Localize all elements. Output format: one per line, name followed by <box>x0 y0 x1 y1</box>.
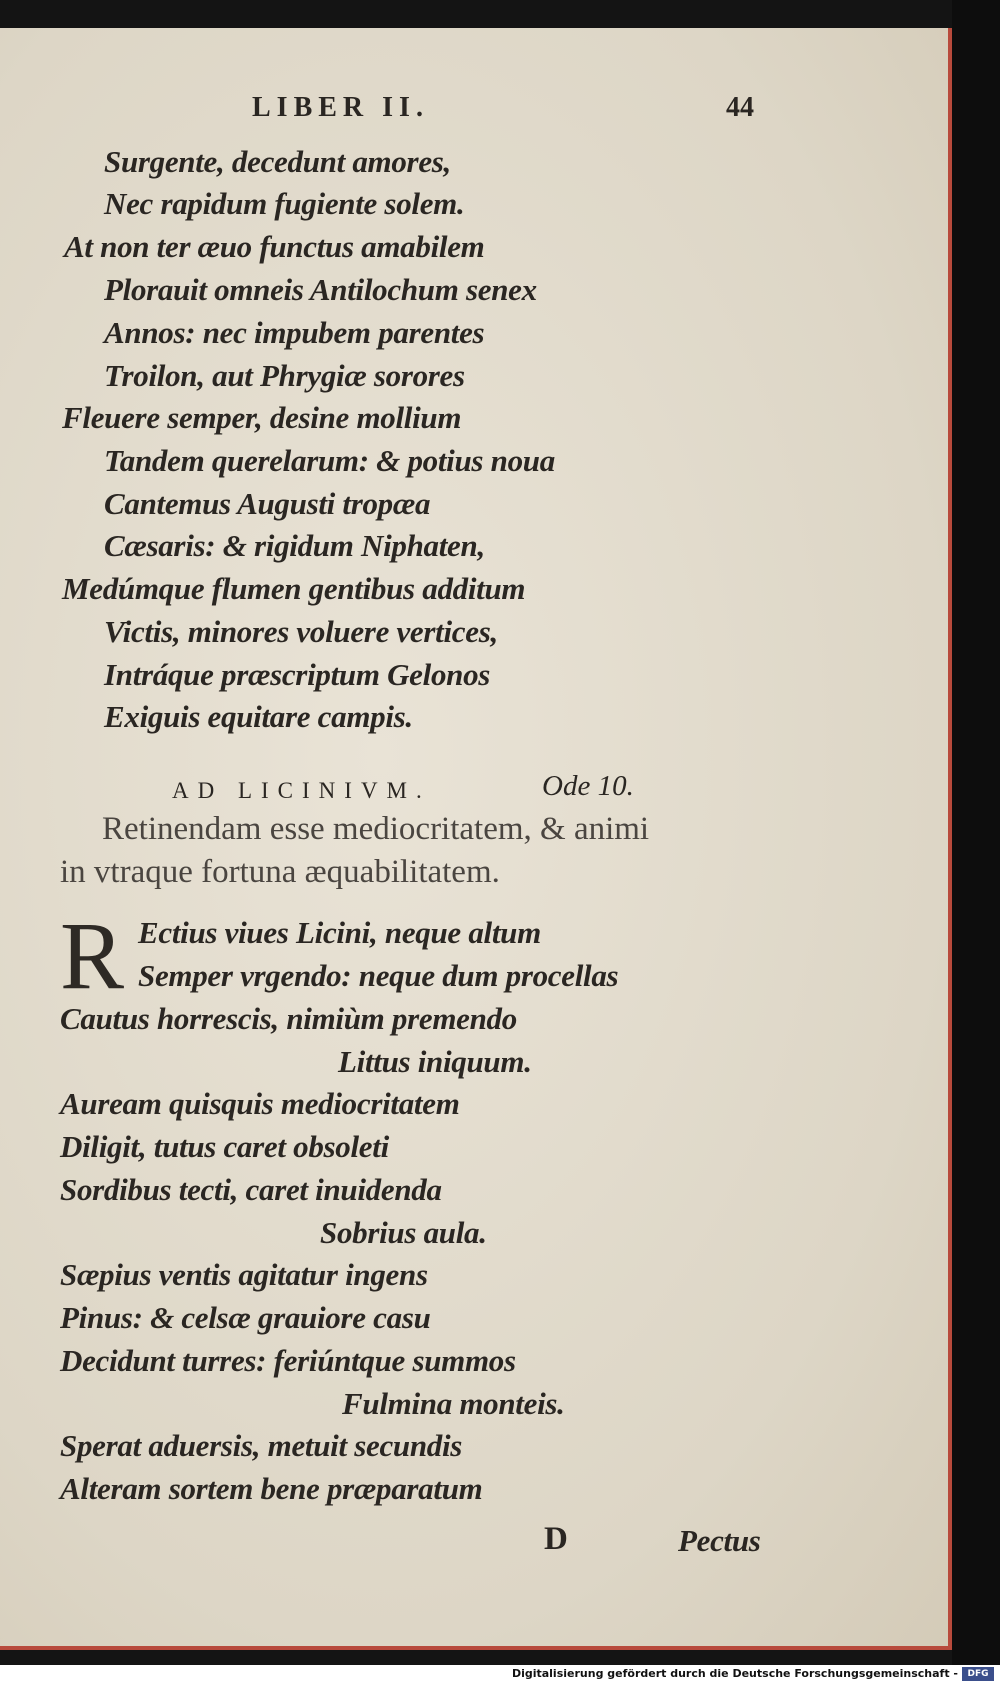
verse-line: Medúmque flumen gentibus additum <box>62 571 526 606</box>
verse-line: Sordibus tecti, caret inuidenda <box>60 1172 442 1207</box>
verse-line: Littus iniquum. <box>338 1044 532 1079</box>
verse-line: Auream quisquis mediocritatem <box>60 1086 460 1121</box>
book-edge <box>952 0 1000 1665</box>
verse-line: Decidunt turres: feriúntque summos <box>60 1343 516 1378</box>
verse-line: Alteram sortem bene præparatum <box>60 1471 483 1506</box>
verse-line: Fulmina monteis. <box>342 1386 565 1421</box>
book-page <box>0 28 952 1650</box>
verse-line: Exiguis equitare campis. <box>104 699 413 734</box>
verse-line: Plorauit omneis Antilochum senex <box>104 272 537 307</box>
verse-line: Intráque præscriptum Gelonos <box>104 657 491 692</box>
verse-line: Diligit, tutus caret obsoleti <box>60 1129 389 1164</box>
verse-line: Cantemus Augusti tropæa <box>104 486 431 521</box>
verse-line: Semper vrgendo: neque dum procellas <box>138 958 619 993</box>
verse-line: Surgente, decedunt amores, <box>104 144 451 179</box>
digitization-notice: Digitalisierung gefördert durch die Deutsche Forschungsgemeinschaft - <box>511 1667 958 1680</box>
verse-line: Troilon, aut Phrygiæ sorores <box>104 358 465 393</box>
verse-line: Cautus horrescis, nimiùm premendo <box>60 1001 517 1036</box>
running-title: LIBER II. <box>252 92 429 123</box>
verse-line: Tandem querelarum: & potius noua <box>104 443 555 478</box>
verse-line: Cæsaris: & rigidum Niphaten, <box>104 528 485 563</box>
verse-line: Pinus: & celsæ grauiore casu <box>60 1300 431 1335</box>
argument-line: in vtraque fortuna æquabilitatem. <box>60 854 500 890</box>
verse-line: Fleuere semper, desine mollium <box>62 400 462 435</box>
verse-line: Annos: nec impubem parentes <box>104 315 485 350</box>
ode-heading: AD LICINIVM. <box>172 778 431 803</box>
verse-line: Victis, minores voluere vertices, <box>104 614 498 649</box>
dfg-logo: DFG <box>962 1667 994 1681</box>
ode-label: Ode 10. <box>542 770 634 802</box>
verse-line: Sobrius aula. <box>320 1215 487 1250</box>
verse-line: Ectius viues Licini, neque altum <box>138 915 541 950</box>
argument-line: Retinendam esse mediocritatem, & animi <box>102 811 650 847</box>
verse-line: Nec rapidum fugiente solem. <box>104 186 465 221</box>
drop-cap: R <box>60 902 125 1009</box>
verse-line: At non ter æuo functus amabilem <box>64 229 485 264</box>
page-number: 44 <box>726 92 754 123</box>
catchword: Pectus <box>678 1523 761 1558</box>
verse-line: Sæpius ventis agitatur ingens <box>60 1257 428 1292</box>
verse-line: Sperat aduersis, metuit secundis <box>60 1428 463 1463</box>
signature-mark: D <box>544 1521 568 1557</box>
